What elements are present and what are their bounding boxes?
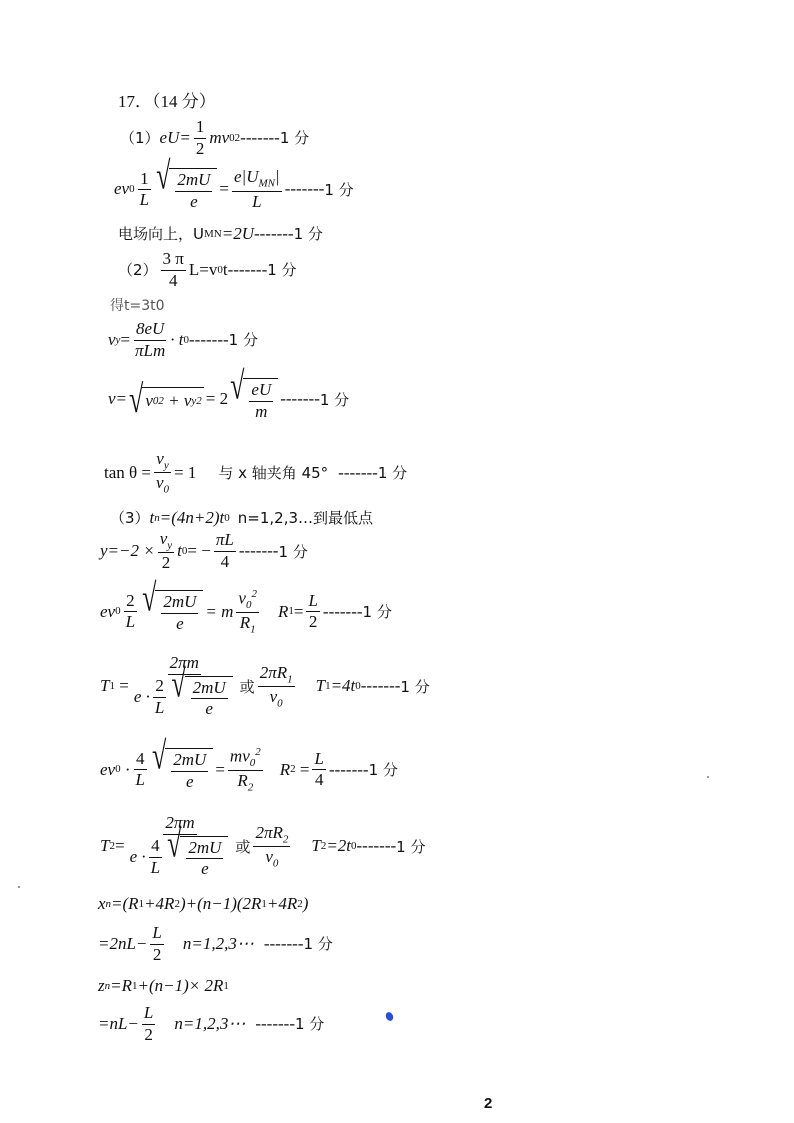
part3-r1: ev 0 $\frac{2}{L}$ √ $\frac{2mU}{e}$ = m $\frac{v_0^2}{R_1}$ R 1 = $\frac{L}{2}$ ------- 1 分 <box>100 576 392 636</box>
score-mark: 1 分 <box>267 261 297 280</box>
eq-text: =nL− <box>98 1013 139 1033</box>
result-text: 得t=3t <box>110 298 156 314</box>
fraction-den: e <box>186 771 194 791</box>
part3-zn-result <box>98 1004 324 1044</box>
fraction <box>142 1004 155 1044</box>
or-text: 或 <box>235 837 251 856</box>
fraction-den: L <box>252 191 262 211</box>
fraction <box>236 588 259 636</box>
part2-result: 得t=3t 0 <box>110 298 165 314</box>
dashes: ------- <box>280 389 320 409</box>
score-mark: 1 分 <box>396 837 426 856</box>
dashes: ------- <box>360 676 401 696</box>
score-mark: 1 分 <box>293 225 323 244</box>
eq-text: T <box>100 836 110 856</box>
fraction-num: L <box>150 924 163 945</box>
scan-speck <box>707 776 709 778</box>
part1-eq2: ev 0 $\frac{1}{L}$ √ $\frac{2mU}{e}$ = $\frac{e|U_{MN}|}{L}$ ------- 1 分 <box>114 154 354 211</box>
eq-text: ) <box>302 894 309 913</box>
score-mark: 1 分 <box>303 935 333 954</box>
sqrt: √ v 0 2 + v y 2 <box>129 377 202 421</box>
eq-text: · t <box>170 329 184 349</box>
fraction-den: 2 <box>152 944 162 964</box>
eq-text: ev <box>100 759 116 779</box>
fraction <box>161 250 186 290</box>
fraction <box>232 168 282 211</box>
eq-text: = 2 <box>205 389 229 409</box>
fraction-den: L <box>154 697 165 717</box>
fraction-den: $v_0$ <box>265 847 279 870</box>
part3-r2: ev 0 · $\frac{4}{L}$ √ $\frac{2mU}{e}$ = $\frac{mv_0^2}{R_2}$ R 2 = $\frac{L}{4}$ ------- 1 分 <box>100 734 398 794</box>
score-mark: 1 分 <box>324 180 354 199</box>
fraction-num: $v_y$ <box>158 530 174 553</box>
eq-text: = 1 <box>174 462 197 482</box>
fraction-den: 4 <box>314 770 324 790</box>
eq-text: t <box>177 541 182 561</box>
dashes: ------- <box>240 127 280 147</box>
fraction-den: L <box>150 857 161 877</box>
heading-text: 17．（14 分） <box>118 92 216 111</box>
part2-eq1: （2） $\frac{3 \pi}{4}$ L=v 0 t ------- 1 分 <box>118 249 297 290</box>
eq-text: mv <box>209 127 230 147</box>
fraction <box>150 924 163 964</box>
part2-v <box>108 364 350 421</box>
eq-text: ev <box>114 179 130 199</box>
dashes: ------- <box>328 759 369 779</box>
score-mark: 1 分 <box>319 390 350 409</box>
part3-xn: x n =(R 1 +4R 2 )+(n−1)(2R 1 +4R 2 ) <box>98 894 309 913</box>
fraction-num: $v_y$ <box>154 450 170 473</box>
dashes: ------- <box>322 601 363 621</box>
fraction-num: eU <box>249 381 273 402</box>
part1-label: （1） <box>120 129 160 148</box>
eq-text: x <box>98 894 106 913</box>
part3-t1: T 1 = 2πm e · $\frac{2}{L}$ √ $\frac{2mU}{e}$ 或 $\frac{2\pi R_1}{v_0}$ T 1 =4t 0 ------- 1 分 <box>100 653 430 719</box>
fraction-num: 1 <box>194 118 207 139</box>
eq-text: R <box>277 601 289 621</box>
fraction-den: L <box>125 612 136 632</box>
fraction-num: 2mU <box>175 171 212 192</box>
eq-text: y=−2 × <box>100 541 155 561</box>
sqrt: √ $\frac{2mU}{e}$ <box>167 836 228 879</box>
fraction <box>171 751 208 791</box>
fraction-den: πLm <box>135 340 166 360</box>
fraction <box>158 530 174 573</box>
sqrt: √ $\frac{2mU}{e}$ <box>142 590 203 633</box>
score-mark: 1 分 <box>362 602 392 621</box>
fraction <box>133 320 167 360</box>
fraction-den: 4 <box>220 552 230 572</box>
sqrt: √ $\frac{2mU}{e}$ <box>156 168 217 211</box>
eq-text: = <box>215 759 225 779</box>
eq-text: T <box>315 676 326 696</box>
fraction-num: 2πm <box>168 654 201 675</box>
score-mark: 1 分 <box>377 463 408 482</box>
fraction-num: 2 <box>124 592 137 613</box>
dashes: ------- <box>338 462 378 482</box>
eq-text: e · <box>129 847 146 867</box>
eq-text: v= <box>108 389 128 409</box>
score-mark: 1 分 <box>400 677 430 696</box>
fraction <box>175 171 212 211</box>
score-mark: 1 分 <box>368 760 398 779</box>
fraction-den: e <box>176 613 184 633</box>
sqrt: √ $\frac{2mU}{e}$ <box>171 676 232 719</box>
eq-text: = <box>293 601 304 621</box>
eq-text: =(R <box>111 894 139 913</box>
fraction-den: $R_2$ <box>237 771 254 794</box>
eq-text: =2U <box>221 224 254 243</box>
scan-speck <box>18 886 20 888</box>
part1-eq1: （1） eU= $\frac{1}{2}$ mv 0 2 ------- 1 分 <box>120 117 310 158</box>
fraction-num: $mv_0^2$ <box>228 746 263 771</box>
fraction-den: 2 <box>195 138 205 158</box>
fraction-den: $R_1$ <box>239 613 256 636</box>
dashes: ------- <box>253 224 294 243</box>
fraction-num: L <box>142 1004 155 1025</box>
angle-note: 与 x 轴夹角 45° <box>218 463 329 482</box>
score-mark: 1 分 <box>295 1015 325 1034</box>
eq-text: t <box>222 259 228 279</box>
eq-text: )+(n−1)(2R <box>179 894 262 913</box>
dashes: ------- <box>284 179 325 199</box>
eq-text: T <box>311 836 321 856</box>
fraction-num: 1 <box>138 170 151 191</box>
fraction <box>228 746 263 794</box>
part3-y: y=−2 × $\frac{v_y}{2}$ t 0 = − $\frac{\pi L}{4}$ ------- 1 分 <box>100 529 308 573</box>
fraction <box>258 664 295 710</box>
fraction <box>128 814 233 879</box>
fraction-num: 2mU <box>161 593 198 614</box>
eq-text: L=v <box>188 259 218 279</box>
eq-text: R <box>279 759 291 779</box>
eq-text: z <box>98 976 105 995</box>
part2-vy: v y = $\frac{8eU}{\text{πLm}}$ · t 0 ------- 1 分 <box>108 319 258 360</box>
part3-label: （3） <box>110 509 150 528</box>
eq-text: ev <box>100 601 116 621</box>
fraction <box>306 592 319 632</box>
fraction-num: 4 <box>149 837 162 858</box>
eq-text: =4t <box>330 676 356 696</box>
eq-text: t <box>149 508 155 527</box>
fraction <box>132 654 237 719</box>
dashes: ------- <box>255 1013 295 1033</box>
n-range: n=1,2,3⋯ <box>182 933 254 953</box>
fraction <box>249 381 273 421</box>
fraction-num: $2\pi R_2$ <box>253 824 290 847</box>
ink-dot <box>384 1011 394 1022</box>
field-direction-text: 电场向上，U <box>118 225 204 244</box>
fraction <box>134 750 147 790</box>
fraction-num: 2mU <box>171 751 208 772</box>
fraction-den: m <box>255 401 268 421</box>
page-number: 2 <box>484 1095 493 1112</box>
fraction <box>191 679 228 719</box>
dashes: ------- <box>238 541 279 561</box>
fraction <box>194 118 207 158</box>
sqrt: √ $\frac{eU}{m}$ <box>230 378 278 421</box>
fraction <box>124 592 137 632</box>
fraction-den: e <box>201 859 209 879</box>
fraction-num: 3 π <box>161 250 186 271</box>
fraction <box>149 837 162 877</box>
fraction <box>253 824 290 870</box>
eq-text: =R <box>110 976 132 995</box>
dashes: ------- <box>263 933 304 953</box>
fraction-den: 2 <box>161 553 171 573</box>
condition-text: n=1,2,3…到最低点 <box>237 509 374 528</box>
eq-text: = − <box>187 541 211 561</box>
fraction-num: $e|U_{MN}|$ <box>232 168 282 191</box>
part3-t2: T 2 = 2πm e · $\frac{4}{L}$ √ $\frac{2mU}{e}$ 或 $\frac{2\pi R_2}{v_0}$ T 2 =2t 0 ------- 1 分 <box>100 813 426 879</box>
fraction-den: $v_0$ <box>269 687 283 710</box>
fraction-num: πL <box>214 531 236 552</box>
eq-text: =2t <box>326 836 352 856</box>
dashes: ------- <box>189 329 229 349</box>
fraction <box>153 677 166 717</box>
n-range: n=1,2,3⋯ <box>174 1013 246 1033</box>
or-text: 或 <box>239 677 255 696</box>
fraction-den: L <box>139 190 150 210</box>
eq-text: +(n−1)× 2R <box>137 976 224 995</box>
part3-zn: z n =R 1 +(n−1)× 2R 1 <box>98 976 229 995</box>
eq-text: =2nL− <box>98 933 148 953</box>
fraction-num: $2\pi R_1$ <box>258 664 295 687</box>
dashes: ------- <box>227 259 268 279</box>
eq-text: e · <box>133 687 150 707</box>
fraction-num: 2 <box>153 677 166 698</box>
fraction-num: 2mU <box>191 679 228 700</box>
score-mark: 1 分 <box>228 331 258 350</box>
fraction-num: 2πm <box>163 814 196 835</box>
eq-text: v <box>108 329 116 349</box>
fraction <box>312 750 325 790</box>
part2-tan <box>104 450 407 496</box>
eq-text: eU= <box>159 127 191 147</box>
fraction-num: L <box>312 750 325 771</box>
eq-text: T <box>100 676 110 696</box>
eq-text: +4R <box>266 894 298 913</box>
fraction-den: $v_0$ <box>156 473 170 496</box>
part3-cond: （3） t n =(4n+2)t 0 n=1,2,3…到最低点 <box>110 508 374 528</box>
eq-text: =(4n+2)t <box>159 508 225 527</box>
fraction-num: 4 <box>134 750 147 771</box>
eq-text: tan θ = <box>104 462 151 482</box>
eq-text: +4R <box>144 894 175 913</box>
fraction-num: L <box>306 592 319 613</box>
fraction-num: 2mU <box>186 839 223 860</box>
fraction-den: 2 <box>144 1024 153 1044</box>
fraction-den: e <box>190 191 198 211</box>
fraction <box>154 450 171 496</box>
fraction-den: e <box>205 699 213 719</box>
fraction <box>161 593 198 633</box>
problem-heading <box>118 92 216 112</box>
fraction <box>214 531 236 571</box>
score-mark: 1 分 <box>278 542 308 561</box>
fraction-den: L <box>135 770 145 790</box>
part3-xn-result <box>98 924 333 964</box>
fraction-num: 8eU <box>134 320 166 341</box>
fraction <box>186 839 223 879</box>
fraction <box>138 170 151 210</box>
part2-label: （2） <box>118 261 158 280</box>
fraction-den: 4 <box>168 270 178 290</box>
score-mark: 1 分 <box>279 129 310 148</box>
dashes: ------- <box>356 836 397 856</box>
part1-eq3: 电场向上，U MN =2U ------- 1 分 <box>118 224 323 244</box>
fraction-num: $v_0^2$ <box>236 588 259 613</box>
eq-text: = m <box>205 601 234 621</box>
sqrt: √ $\frac{2mU}{e}$ <box>152 748 213 791</box>
fraction-den: 2 <box>308 612 318 632</box>
